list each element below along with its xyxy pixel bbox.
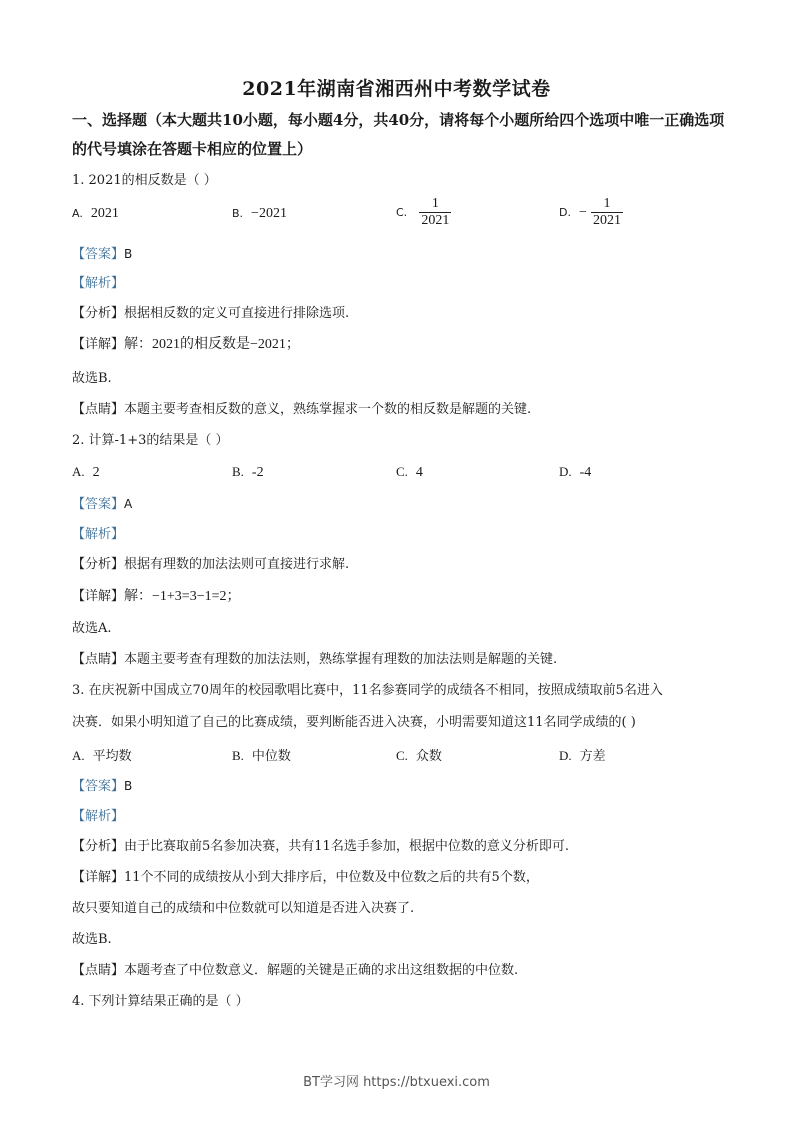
answer-line: 【答案】B — [72, 247, 133, 262]
footer-watermark: BT学习网 https://btxuexi.com — [303, 1075, 490, 1090]
analysis-header: 【解析】 — [72, 527, 125, 542]
option-a: A. 2 — [72, 464, 100, 480]
option-c: C. $\frac{1}{2021}$ — [396, 196, 450, 228]
conclusion-line: 故选B. — [72, 371, 112, 386]
section-heading: 一、选择题（本大题共10小题，每小题4分，共40分，请将每个小题所给四个选项中唯一正确选项的代号填涂在答题卡相应的位置上） — [72, 111, 725, 158]
page-title: 2021年湖南省湘西州中考数学试卷 — [242, 78, 551, 100]
option-d: D. -4 — [559, 464, 592, 480]
option-a: A. 平均数 — [72, 748, 132, 764]
analysis-header: 【解析】 — [72, 276, 125, 291]
option-b: B. −2021 — [232, 206, 287, 221]
question-1-options — [72, 196, 712, 228]
detail-line-2: 故只要知道自己的成绩和中位数就可以知道是否进入决赛了. — [72, 901, 415, 916]
analysis-line: 【分析】根据相反数的定义可直接进行排除选项. — [72, 306, 350, 321]
comment-line: 【点睛】本题考查了中位数意义．解题的关键是正确的求出这组数据的中位数. — [72, 963, 519, 978]
question-2-stem: 2. 计算-1+3的结果是（ ） — [72, 433, 229, 448]
question-3-options — [72, 745, 712, 767]
option-d: D. − $\frac{1}{2021}$ — [559, 196, 622, 228]
comment-line: 【点睛】本题主要考查有理数的加法法则，熟练掌握有理数的加法法则是解题的关键. — [72, 652, 558, 667]
option-b: B. -2 — [232, 464, 264, 480]
question-3-stem-line2: 决赛．如果小明知道了自己的比赛成绩，要判断能否进入决赛，小明需要知道这11名同学成绩的( ) — [72, 715, 636, 730]
question-4-stem: 4. 下列计算结果正确的是（ ） — [72, 994, 249, 1009]
conclusion-line: 故选B. — [72, 932, 112, 947]
option-d: D. 方差 — [559, 748, 606, 764]
detail-line: 【详解】11个不同的成绩按从小到大排序后，中位数及中位数之后的共有5个数， — [72, 870, 539, 885]
option-b: B. 中位数 — [232, 748, 291, 764]
conclusion-line: 故选A. — [72, 621, 112, 636]
answer-line: 【答案】B — [72, 779, 133, 794]
answer-line: 【答案】A — [72, 497, 133, 512]
analysis-header: 【解析】 — [72, 809, 125, 824]
question-1-stem: 1. 2021的相反数是（ ） — [72, 173, 217, 188]
fraction: $\frac{1}{2021}$ — [593, 196, 622, 228]
option-c: C. 众数 — [396, 748, 442, 764]
fraction: $\frac{1}{2021}$ — [421, 196, 450, 228]
comment-line: 【点睛】本题主要考查相反数的意义，熟练掌握求一个数的相反数是解题的关键. — [72, 402, 532, 417]
question-3-stem-line1: 3. 在庆祝新中国成立70周年的校园歌唱比赛中，11名参赛同学的成绩各不相同，按照成绩取前5名进入 — [72, 683, 663, 698]
analysis-line: 【分析】由于比赛取前5名参加决赛，共有11名选手参加，根据中位数的意义分析即可. — [72, 839, 569, 854]
detail-line: 【详解】解：−1+3=3−1=2； — [72, 589, 241, 604]
option-a: A. 2021 — [72, 206, 119, 221]
detail-line: 【详解】解：2021的相反数是−2021； — [72, 337, 300, 352]
option-c: C. 4 — [396, 464, 423, 480]
analysis-line: 【分析】根据有理数的加法法则可直接进行求解. — [72, 557, 350, 572]
question-2-options — [72, 464, 712, 486]
